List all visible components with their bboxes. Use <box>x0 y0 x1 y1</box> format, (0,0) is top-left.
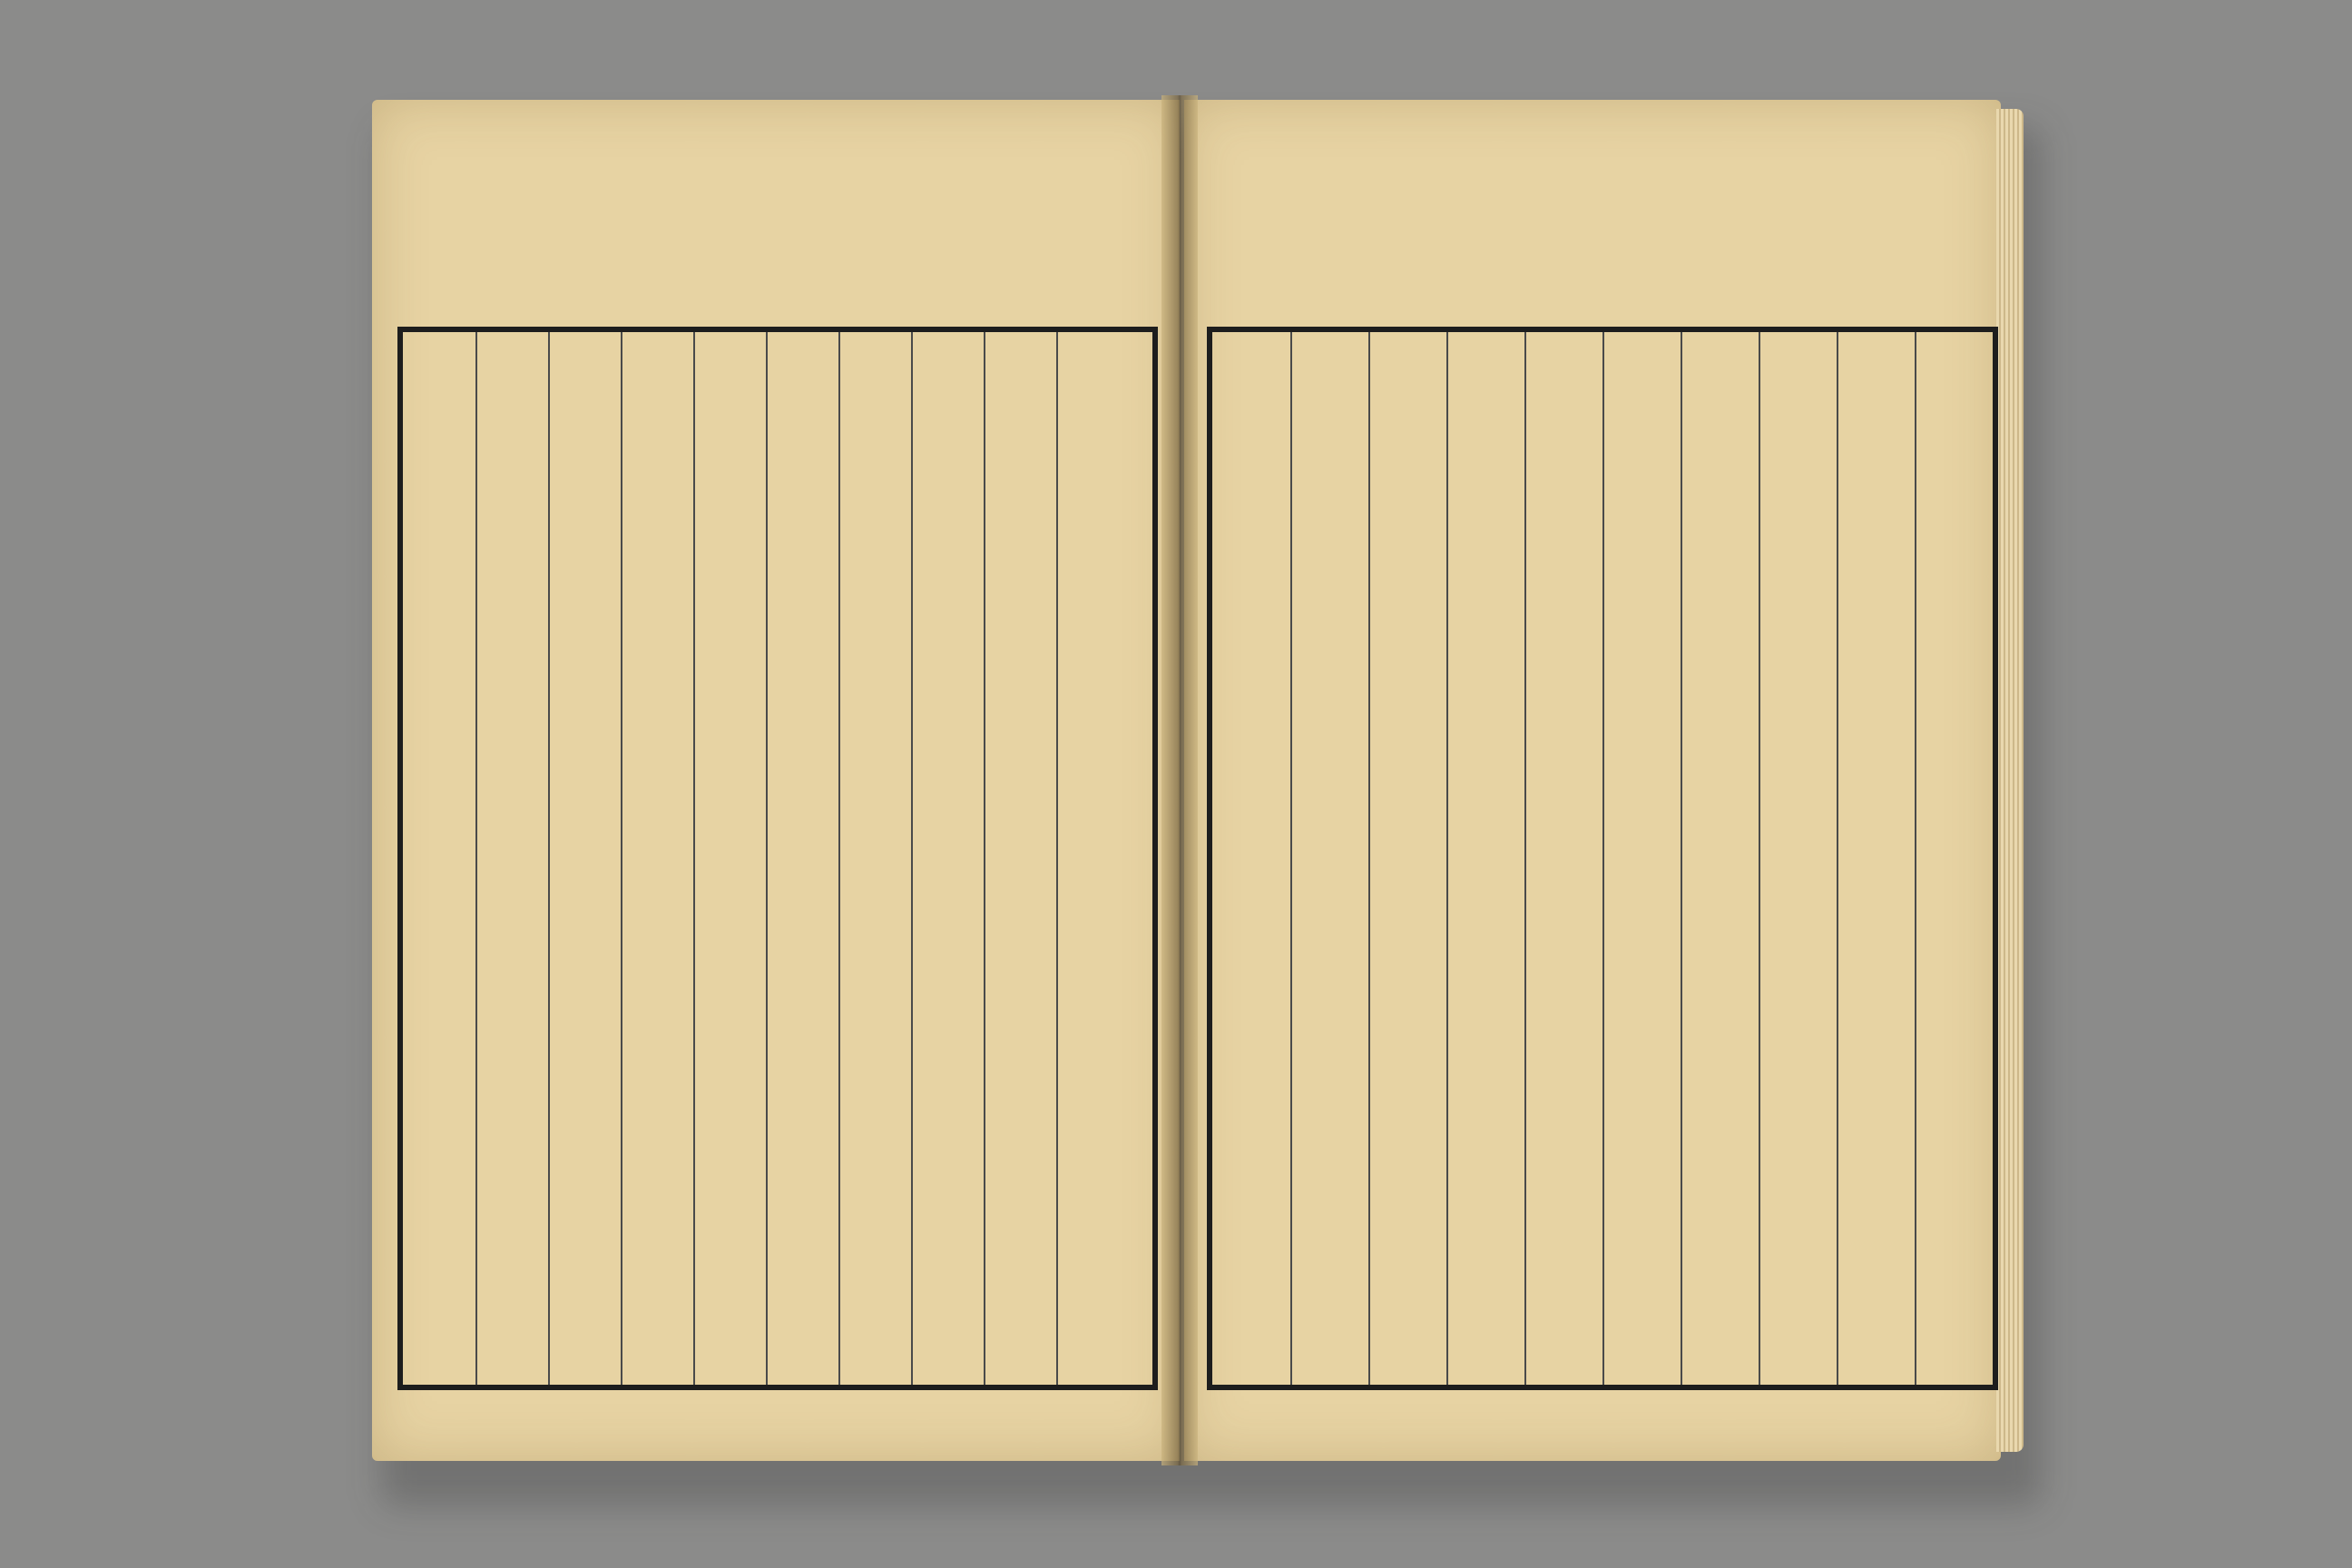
column-rule <box>838 332 840 1385</box>
column-rule <box>1524 332 1526 1385</box>
column-rule <box>766 332 768 1385</box>
column-rule <box>911 332 913 1385</box>
column-rule <box>621 332 622 1385</box>
column-rule <box>475 332 477 1385</box>
book-gutter <box>1161 95 1198 1465</box>
column-rule <box>1759 332 1760 1385</box>
column-rule <box>1915 332 1916 1385</box>
left-text-frame <box>397 327 1158 1390</box>
column-rule <box>1446 332 1448 1385</box>
column-rule <box>548 332 550 1385</box>
column-rule <box>1681 332 1682 1385</box>
column-rule <box>693 332 695 1385</box>
right-text-frame <box>1207 327 1998 1390</box>
page-edges <box>1996 109 2024 1452</box>
column-rule <box>1368 332 1370 1385</box>
column-rule <box>1602 332 1604 1385</box>
column-rule <box>1290 332 1292 1385</box>
column-rule <box>984 332 985 1385</box>
column-rule <box>1837 332 1838 1385</box>
column-rule <box>1056 332 1058 1385</box>
